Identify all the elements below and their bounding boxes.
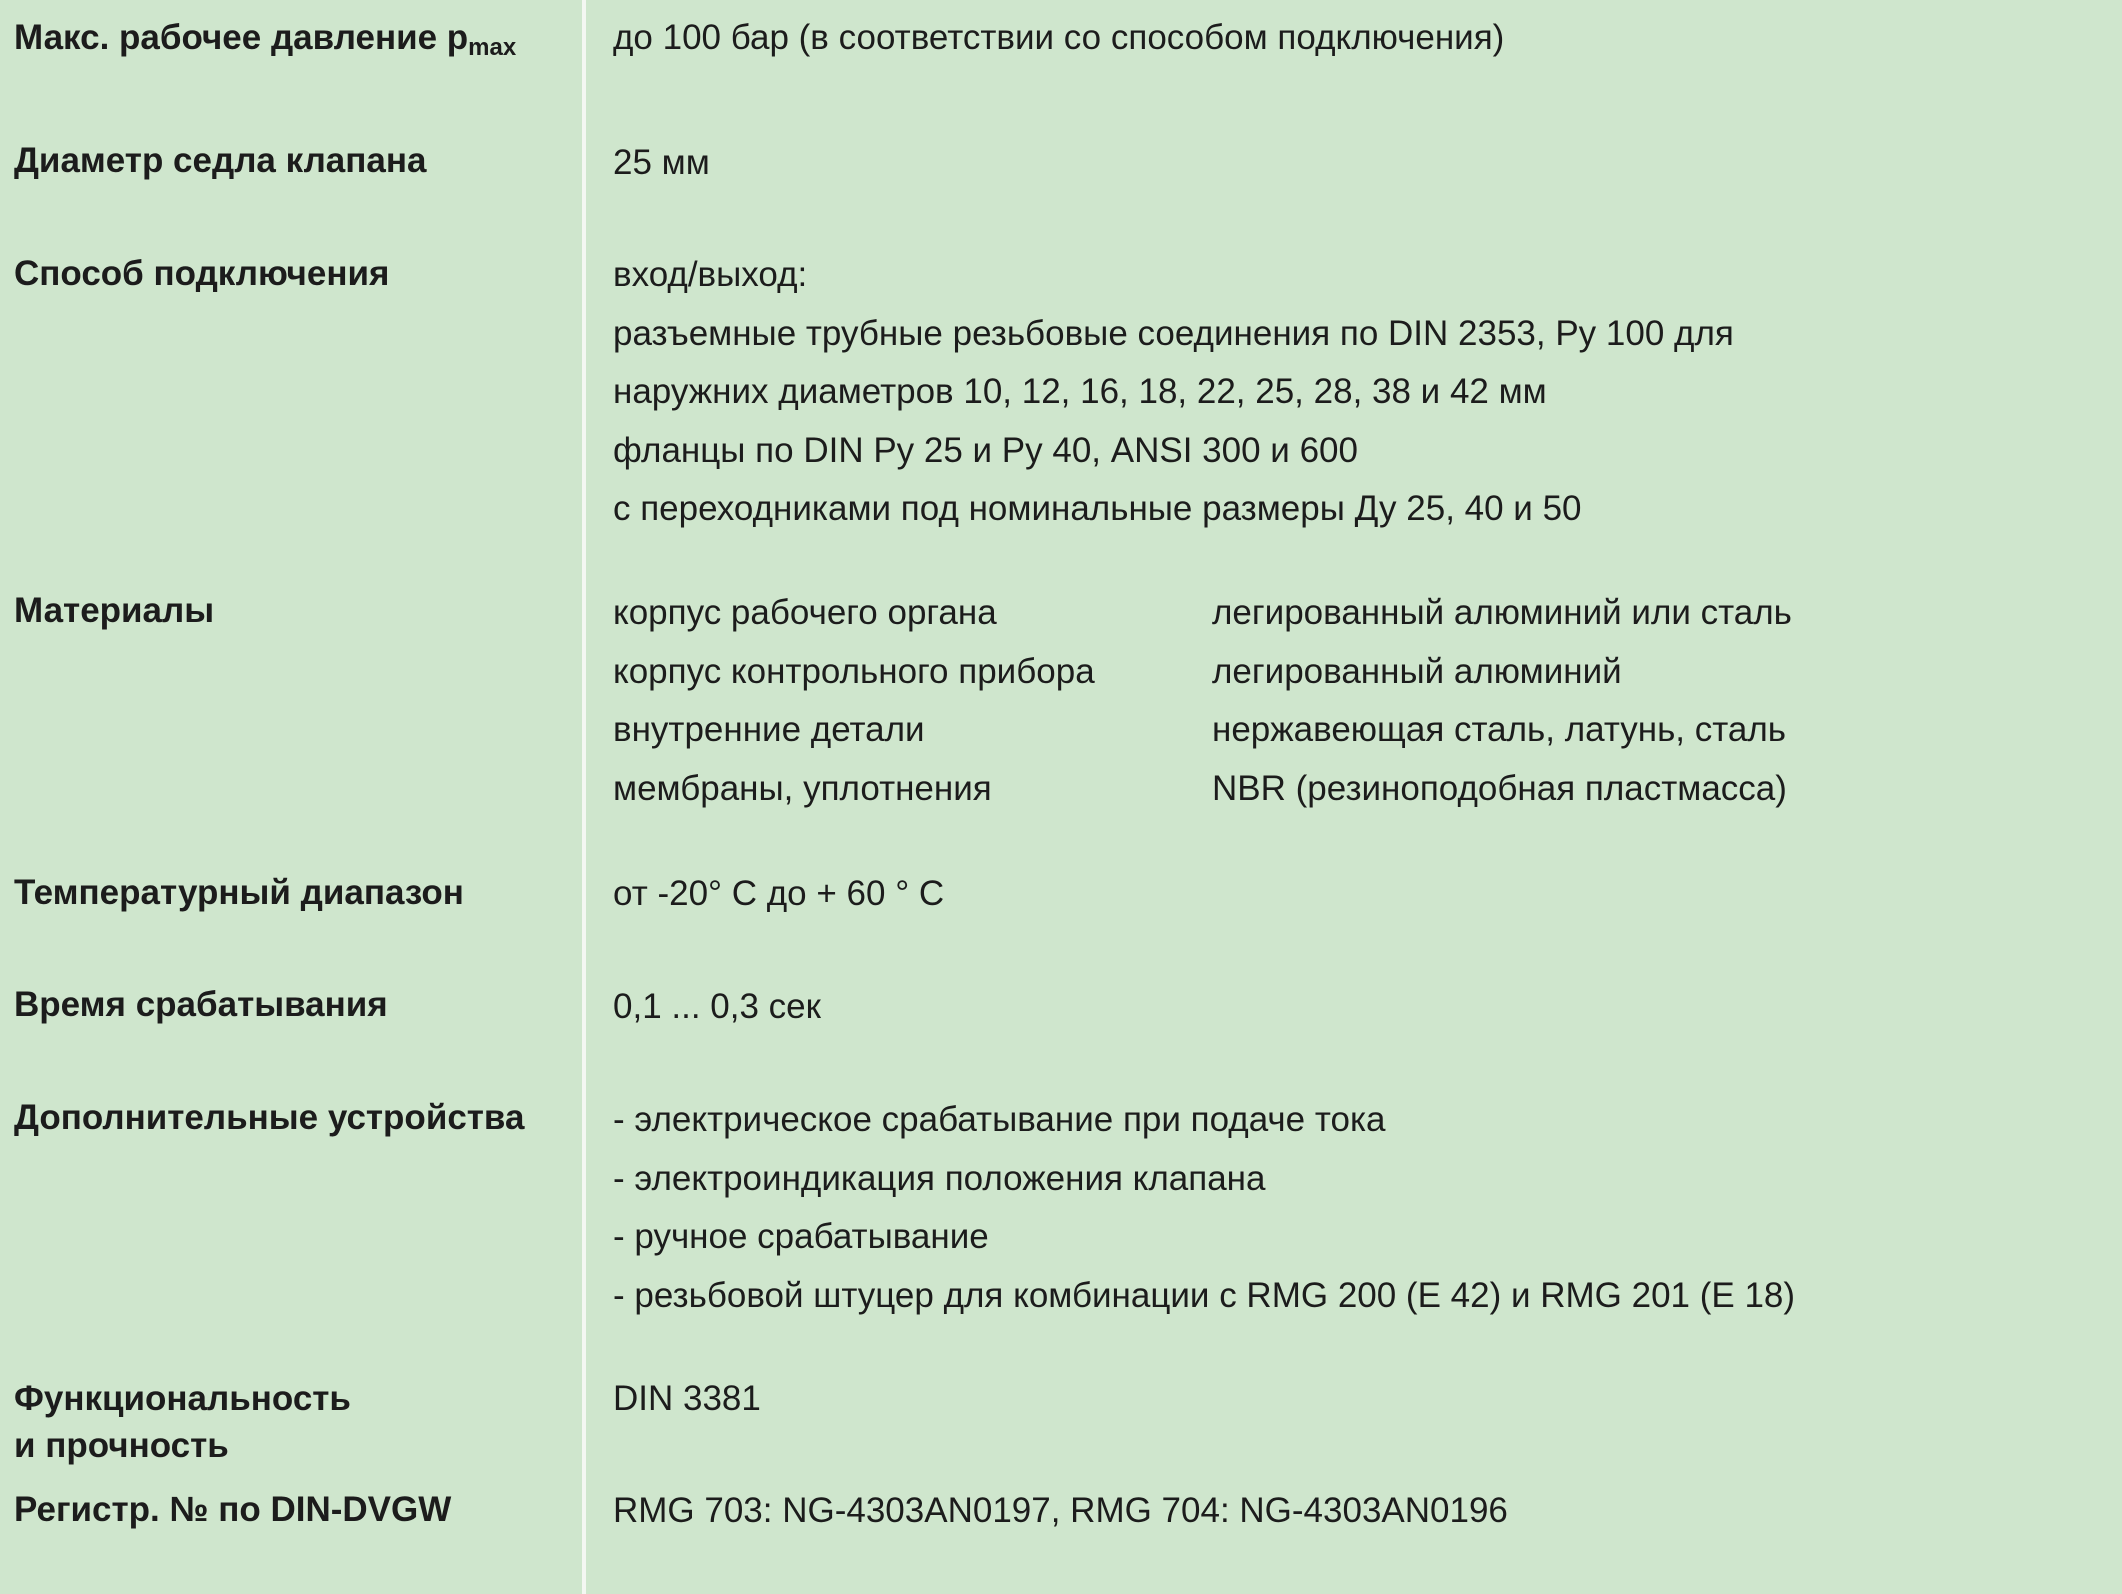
value-temperature-range: от -20° С до + 60 ° С — [613, 874, 945, 913]
label-max-pressure-text: Макс. рабочее давление p — [14, 18, 469, 57]
additional-device-item: - электрическое срабатывание при подаче тока — [613, 1100, 1386, 1139]
connection-line: фланцы по DIN Ру 25 и Ру 40, ANSI 300 и 600 — [613, 430, 1358, 470]
materials-parts — [613, 584, 1095, 818]
material-value: легированный алюминий или сталь — [1212, 593, 1792, 632]
value-seat-diameter: 25 мм — [613, 143, 710, 182]
label-materials: Материалы — [14, 591, 215, 630]
label-seat-diameter: Диаметр седла клапана — [14, 141, 427, 180]
label-additional-devices: Дополнительные устройства — [14, 1098, 525, 1137]
connection-line: наружних диаметров 10, 12, 16, 18, 22, 25, 28, 38 и 42 мм — [613, 372, 1547, 411]
value-connection — [613, 246, 1734, 539]
label-function-strength — [14, 1375, 351, 1469]
value-response-time: 0,1 ... 0,3 сек — [613, 987, 821, 1026]
label-connection: Способ подключения — [14, 254, 390, 293]
value-additional-devices — [613, 1091, 1795, 1325]
additional-device-item: - резьбовой штуцер для комбинации с RMG 200 (E 42) и RMG 201 (E 18) — [613, 1275, 1796, 1315]
column-divider — [582, 0, 586, 1594]
connection-line: разъемные трубные резьбовые соединения по DIN 2353, Ру 100 для — [613, 313, 1734, 353]
connection-line: с переходниками под номинальные размеры Ду 25, 40 и 50 — [613, 489, 1582, 528]
material-value: легированный алюминий — [1212, 651, 1622, 691]
material-value: NBR (резиноподобная пластмасса) — [1212, 768, 1787, 808]
label-max-pressure — [14, 14, 516, 61]
material-value: нержавеющая сталь, латунь, сталь — [1212, 710, 1787, 749]
label-function-line1: Функциональность — [14, 1379, 351, 1418]
label-function-line2: и прочность — [14, 1426, 229, 1465]
value-registration: RMG 703: NG-4303AN0197, RMG 704: NG-4303AN0196 — [613, 1491, 1508, 1530]
material-part: мембраны, уплотнения — [613, 768, 992, 808]
label-temperature-range: Температурный диапазон — [14, 873, 464, 912]
label-max-pressure-subscript: max — [468, 34, 517, 61]
material-part: корпус рабочего органа — [613, 593, 997, 632]
label-response-time: Время срабатывания — [14, 985, 388, 1024]
material-part: внутренние детали — [613, 710, 925, 749]
connection-line: вход/выход: — [613, 255, 808, 294]
material-part: корпус контрольного прибора — [613, 651, 1095, 691]
additional-device-item: - электроиндикация положения клапана — [613, 1158, 1266, 1198]
value-max-pressure: до 100 бар (в соответствии со способом подключения) — [613, 18, 1505, 57]
materials-values — [1212, 584, 1792, 818]
value-function-strength: DIN 3381 — [613, 1379, 761, 1418]
additional-device-item: - ручное срабатывание — [613, 1217, 989, 1256]
label-registration: Регистр. № по DIN-DVGW — [14, 1490, 452, 1529]
